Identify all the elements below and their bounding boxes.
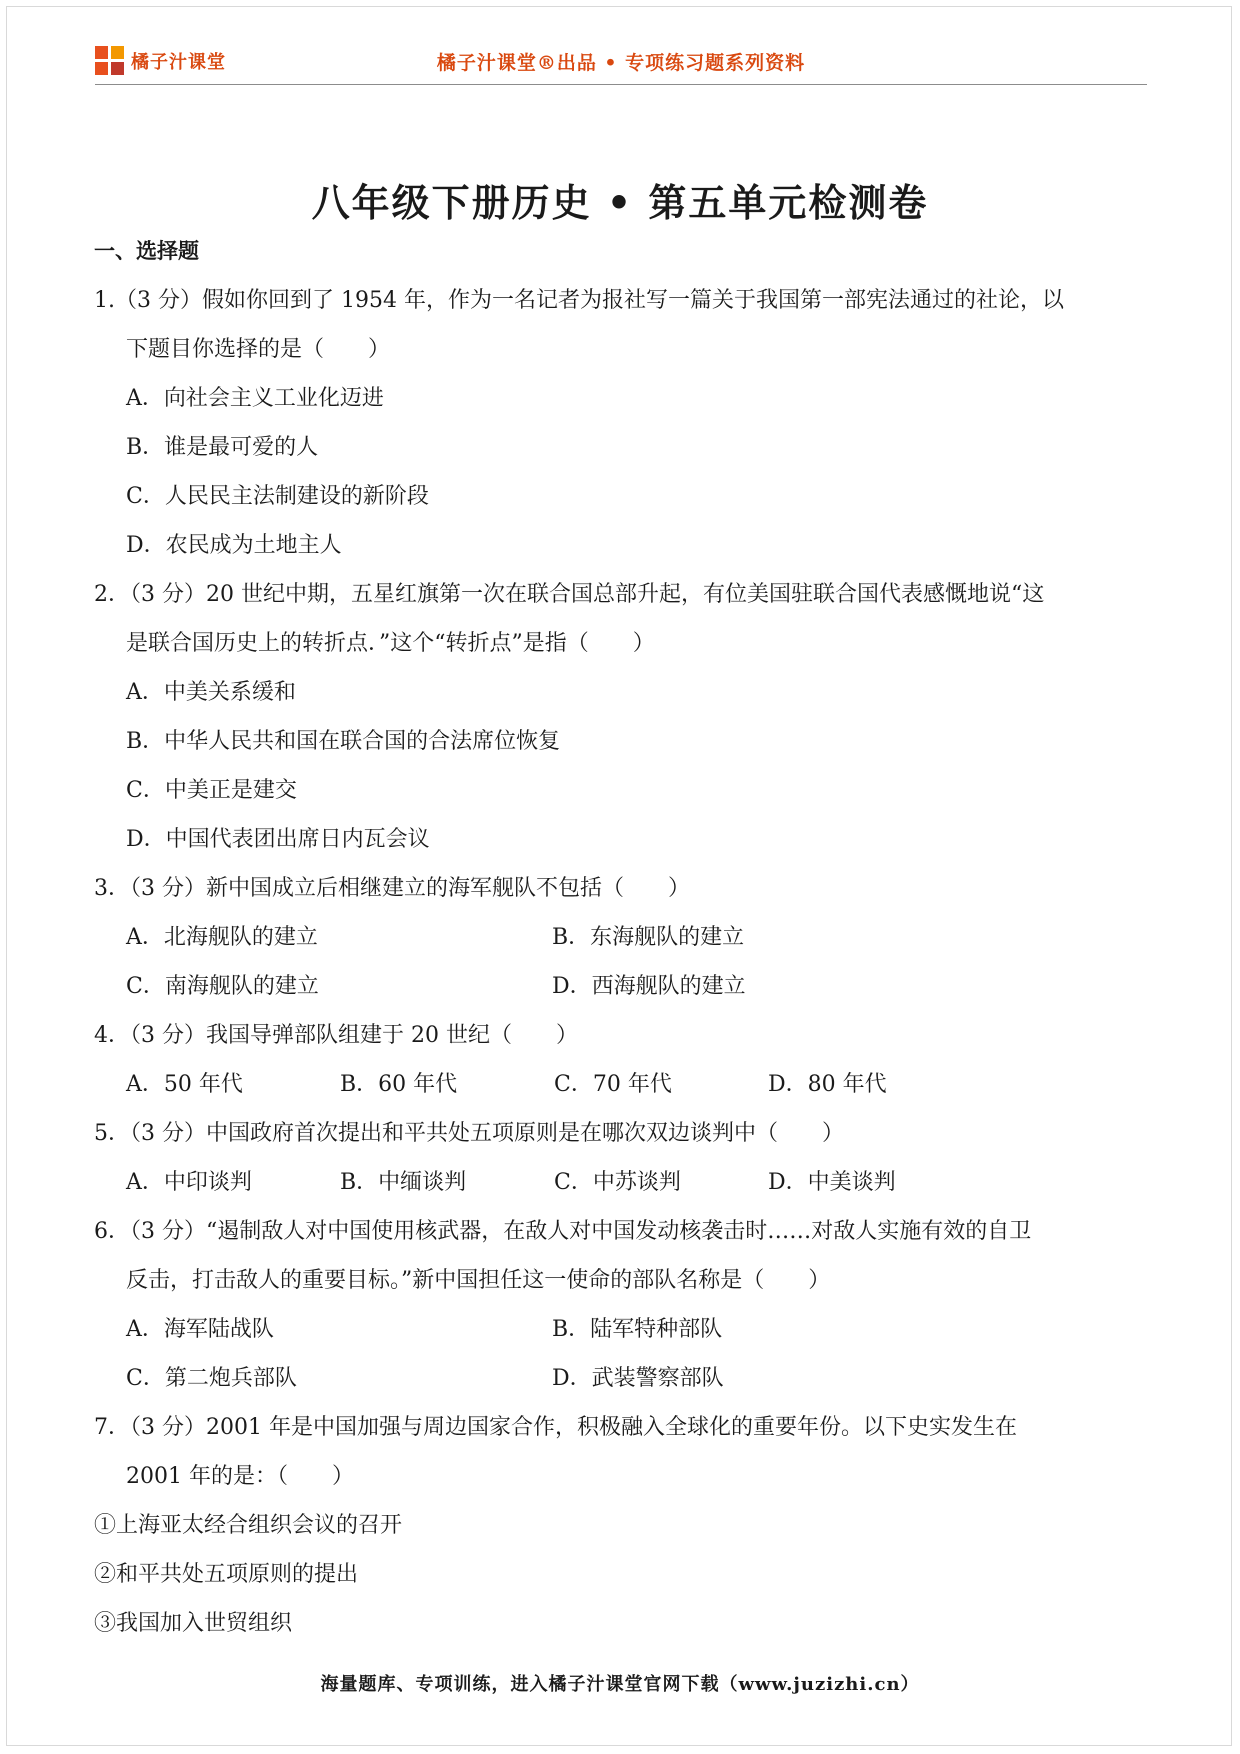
option-a: A．北海舰队的建立: [126, 925, 318, 950]
question-2: [94, 570, 1148, 864]
question-stem: 2．（3 分）20 世纪中期，五星红旗第一次在联合国总部升起，有位美国驻联合国代表感慨地说“这: [94, 582, 1045, 607]
question-stem: 1.（3 分）假如你回到了 1954 年，作为一名记者为报社写一篇关于我国第一部宪法通过的社论，以: [94, 288, 1064, 313]
option-c: C．人民民主法制建设的新阶段: [126, 484, 429, 509]
option-c: C．中美正是建交: [126, 778, 297, 803]
statement-item: ①上海亚太经合组织会议的召开: [94, 1513, 403, 1538]
document-title: 八年级下册历史 • 第五单元检测卷: [311, 180, 929, 225]
option-d: D．武装警察部队: [552, 1366, 724, 1391]
page-footer: 海量题库、专项训练，进入橘子汁课堂官网下载（www.juzizhi.cn）: [320, 1674, 920, 1695]
option-row: [94, 962, 1148, 1011]
question-stem: 是联合国历史上的转折点．”这个“转折点”是指（ ）: [126, 631, 655, 656]
question-stem: 6．（3 分）“遏制敌人对中国使用核武器，在敌人对中国发动核袭击时……对敌人实施有效的自卫: [94, 1219, 1032, 1244]
option-a: A．50 年代: [126, 1072, 243, 1097]
section-title: 一、选择题: [94, 238, 199, 263]
option-b: B．中华人民共和国在联合国的合法席位恢复: [126, 729, 561, 754]
option-row: [94, 1060, 1148, 1109]
option-c: C．中苏谈判: [554, 1170, 681, 1195]
option-row: [94, 1158, 1148, 1207]
option-d: D．80 年代: [768, 1072, 887, 1097]
option-b: B．谁是最可爱的人: [126, 435, 319, 460]
question-4: [94, 1011, 1148, 1109]
question-stem: 2001 年的是：（ ）: [126, 1464, 354, 1489]
option-c: C．第二炮兵部队: [126, 1366, 297, 1391]
option-c: C．南海舰队的建立: [126, 974, 319, 999]
question-list: [94, 232, 1148, 1648]
option-d: D．中美谈判: [768, 1170, 896, 1195]
option-b: B．60 年代: [340, 1072, 458, 1097]
question-6: [94, 1207, 1148, 1403]
option-a: A．中美关系缓和: [126, 680, 296, 705]
statement-item: ③我国加入世贸组织: [94, 1611, 293, 1636]
option-a: A．中印谈判: [126, 1170, 252, 1195]
option-b: B．陆军特种部队: [552, 1317, 723, 1342]
option-row: [94, 913, 1148, 962]
option-row: [94, 1305, 1148, 1354]
question-3: [94, 864, 1148, 1011]
option-d: D．中国代表团出席日内瓦会议: [126, 827, 430, 852]
question-stem: 3．（3 分）新中国成立后相继建立的海军舰队不包括（ ）: [94, 876, 690, 901]
option-d: D．农民成为土地主人: [126, 533, 342, 558]
question-stem: 4．（3 分）我国导弹部队组建于 20 世纪（ ）: [94, 1023, 578, 1048]
option-b: B．中缅谈判: [340, 1170, 467, 1195]
option-c: C．70 年代: [554, 1072, 672, 1097]
question-stem: 7．（3 分）2001 年是中国加强与周边国家合作，积极融入全球化的重要年份。以下史实发生在: [94, 1415, 1017, 1440]
option-a: A．海军陆战队: [126, 1317, 274, 1342]
page-header: [95, 42, 1147, 85]
question-stem: 5．（3 分）中国政府首次提出和平共处五项原则是在哪次双边谈判中（ ）: [94, 1121, 844, 1146]
option-row: [94, 1354, 1148, 1403]
question-1: [94, 276, 1148, 570]
option-d: D．西海舰队的建立: [552, 974, 746, 999]
question-stem: 下题目你选择的是（ ）: [126, 337, 391, 362]
brand-name: 橘子汁课堂: [131, 52, 226, 73]
option-a: A．向社会主义工业化迈进: [126, 386, 384, 411]
statement-item: ②和平共处五项原则的提出: [94, 1562, 359, 1587]
option-b: B．东海舰队的建立: [552, 925, 745, 950]
question-5: [94, 1109, 1148, 1207]
question-7: [94, 1403, 1148, 1648]
header-title: 橘子汁课堂®出品 • 专项练习题系列资料: [436, 52, 806, 74]
question-stem: 反击，打击敌人的重要目标。”新中国担任这一使命的部队名称是（ ）: [126, 1268, 831, 1293]
